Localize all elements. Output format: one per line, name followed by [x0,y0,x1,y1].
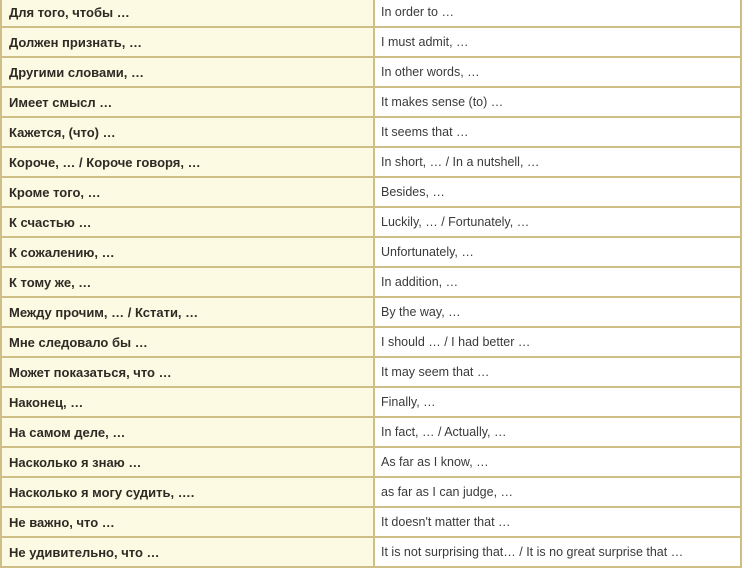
russian-phrase-cell: Не удивительно, что … [1,537,374,567]
table-row [1,357,741,387]
table-row [1,507,741,537]
russian-phrase-cell: Имеет смысл … [1,87,374,117]
table-row [1,87,741,117]
english-phrase-cell: Luckily, … / Fortunately, … [374,207,741,237]
russian-phrase-cell: Должен признать, … [1,27,374,57]
table-row [1,327,741,357]
russian-phrase-cell: К тому же, … [1,267,374,297]
english-phrase-cell: In addition, … [374,267,741,297]
table-row [1,177,741,207]
english-phrase-cell: In other words, … [374,57,741,87]
english-phrase-cell: As far as I know, … [374,447,741,477]
russian-phrase-cell: Другими словами, … [1,57,374,87]
table-row [1,27,741,57]
english-phrase-cell: In short, … / In a nutshell, … [374,147,741,177]
table-row [1,417,741,447]
table-row [1,477,741,507]
table-row [1,297,741,327]
phrase-table-body [1,0,741,567]
russian-phrase-cell: Не важно, что … [1,507,374,537]
table-row [1,267,741,297]
table-row [1,147,741,177]
english-phrase-cell: By the way, … [374,297,741,327]
russian-phrase-cell: Кажется, (что) … [1,117,374,147]
english-phrase-cell: Finally, … [374,387,741,417]
table-row [1,57,741,87]
russian-phrase-cell: К счастью … [1,207,374,237]
english-phrase-cell: I must admit, … [374,27,741,57]
russian-phrase-cell: Для того, чтобы … [1,0,374,27]
russian-phrase-cell: Может показаться, что … [1,357,374,387]
russian-phrase-cell: Мне следовало бы … [1,327,374,357]
english-phrase-cell: It may seem that … [374,357,741,387]
english-phrase-cell: as far as I can judge, … [374,477,741,507]
english-phrase-cell: Unfortunately, … [374,237,741,267]
english-phrase-cell: In fact, … / Actually, … [374,417,741,447]
english-phrase-cell: It seems that … [374,117,741,147]
table-row [1,237,741,267]
english-phrase-cell: It is not surprising that… / It is no great surprise that … [374,537,741,567]
russian-phrase-cell: Короче, … / Короче говоря, … [1,147,374,177]
table-row [1,0,741,27]
russian-phrase-cell: Кроме того, … [1,177,374,207]
table-row [1,207,741,237]
table-row [1,537,741,567]
russian-phrase-cell: Наконец, … [1,387,374,417]
english-phrase-cell: Besides, … [374,177,741,207]
english-phrase-cell: It doesn't matter that … [374,507,741,537]
english-phrase-cell: In order to … [374,0,741,27]
table-row [1,117,741,147]
russian-phrase-cell: На самом деле, … [1,417,374,447]
table-row [1,447,741,477]
russian-phrase-cell: Между прочим, … / Кстати, … [1,297,374,327]
english-phrase-cell: I should … / I had better … [374,327,741,357]
table-row [1,387,741,417]
russian-phrase-cell: Насколько я знаю … [1,447,374,477]
english-phrase-cell: It makes sense (to) … [374,87,741,117]
russian-phrase-cell: К сожалению, … [1,237,374,267]
russian-phrase-cell: Насколько я могу судить, …. [1,477,374,507]
